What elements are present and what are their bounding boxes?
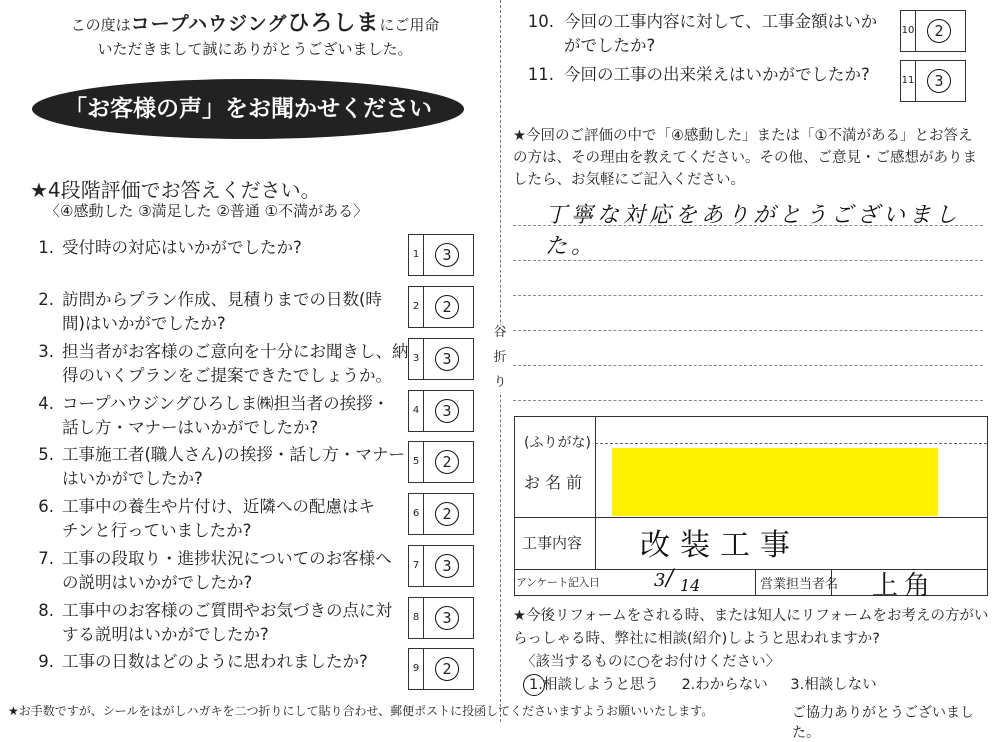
option-2[interactable]: 2.わからない: [681, 677, 768, 693]
redacted-name: [612, 448, 938, 516]
comment-line: [513, 330, 983, 331]
answer-box[interactable]: 8 3: [408, 597, 474, 639]
comment-line: [513, 295, 983, 296]
handwritten-answer: 2: [435, 657, 459, 681]
answer-box[interactable]: 2 2: [408, 286, 474, 328]
option-1[interactable]: 1.相談しようと思う: [529, 677, 659, 693]
comment-line: [513, 225, 983, 226]
comment-prompt: ★今回のご評価の中で「④感動した」または「①不満がある」とお答えの方は、その理由を教えてください。その他、ご意見・ご感想がありましたら、お気軽にご記入ください。: [513, 128, 977, 188]
date-day: 14: [680, 576, 701, 595]
handwritten-answer: 3: [435, 347, 459, 371]
handwritten-answer: 2: [435, 502, 459, 526]
date-label: アンケート記入日: [516, 576, 600, 589]
comment-line: [513, 365, 983, 366]
work-value: 改装工事: [640, 528, 800, 563]
date-slash: /: [666, 566, 674, 591]
answer-box[interactable]: 5 2: [408, 441, 474, 483]
date-month: 3: [654, 570, 666, 591]
name-label: お 名 前: [524, 473, 583, 492]
fold-label: 谷 折 り: [489, 325, 511, 392]
banner: 「お客様の声」をお聞かせください: [32, 79, 464, 139]
handwritten-comment: 丁寧な対応をありがとうございました。: [545, 203, 962, 259]
handwritten-answer: 3: [435, 554, 459, 578]
answer-box[interactable]: 6 2: [408, 493, 474, 535]
consult-question: ★今後リフォームをされる時、または知人にリフォームをお考えの方がいらっしゃる時、弊社に相談(紹介)しようと思われますか? 〈該当するものに○をお付けください〉 1.相談しようと思う 2.わからない 3.相談しない: [513, 605, 993, 697]
answer-box[interactable]: 9 2: [408, 648, 474, 690]
handwritten-answer: 3: [435, 243, 459, 267]
handwritten-answer: 2: [927, 19, 951, 43]
rating-scale: 〈④感動した ③満足した ②普通 ①不満がある〉: [45, 202, 369, 220]
comment-line: [513, 260, 983, 261]
handwritten-answer: 3: [927, 69, 951, 93]
work-label: 工事内容: [522, 534, 583, 552]
footer-note: ★お手数ですが、シールをはがしハガキを二つ折りにして貼り合わせ、郵便ポストに投函してくださいますようお願いいたします。: [8, 704, 714, 718]
sales-value: 上角: [872, 571, 937, 601]
handwritten-answer: 2: [435, 450, 459, 474]
intro-text: この度はコープハウジングひろしまにご用命 いただきまして誠にありがとうございました。: [70, 11, 440, 58]
option-3[interactable]: 3.相談しない: [790, 677, 877, 693]
instruction: ★4段階評価でお答えください。: [30, 178, 321, 202]
selected-option-circle: [523, 674, 545, 696]
sales-label: 営業担当者名: [760, 577, 839, 592]
brand-name: コープハウジング: [130, 13, 288, 35]
answer-box[interactable]: 4 3: [408, 390, 474, 432]
handwritten-answer: 2: [435, 295, 459, 319]
answer-box[interactable]: 7 3: [408, 545, 474, 587]
answer-box[interactable]: 10 2: [900, 10, 966, 52]
thanks-text: ご協力ありがとうございました。: [792, 705, 974, 741]
comment-line: [513, 400, 983, 401]
handwritten-answer: 3: [435, 399, 459, 423]
handwritten-answer: 3: [435, 606, 459, 630]
answer-box[interactable]: 1 3: [408, 234, 474, 276]
answer-box[interactable]: 11 3: [900, 60, 966, 102]
furigana-label: (ふりがな): [524, 435, 591, 451]
answer-box[interactable]: 3 3: [408, 338, 474, 380]
